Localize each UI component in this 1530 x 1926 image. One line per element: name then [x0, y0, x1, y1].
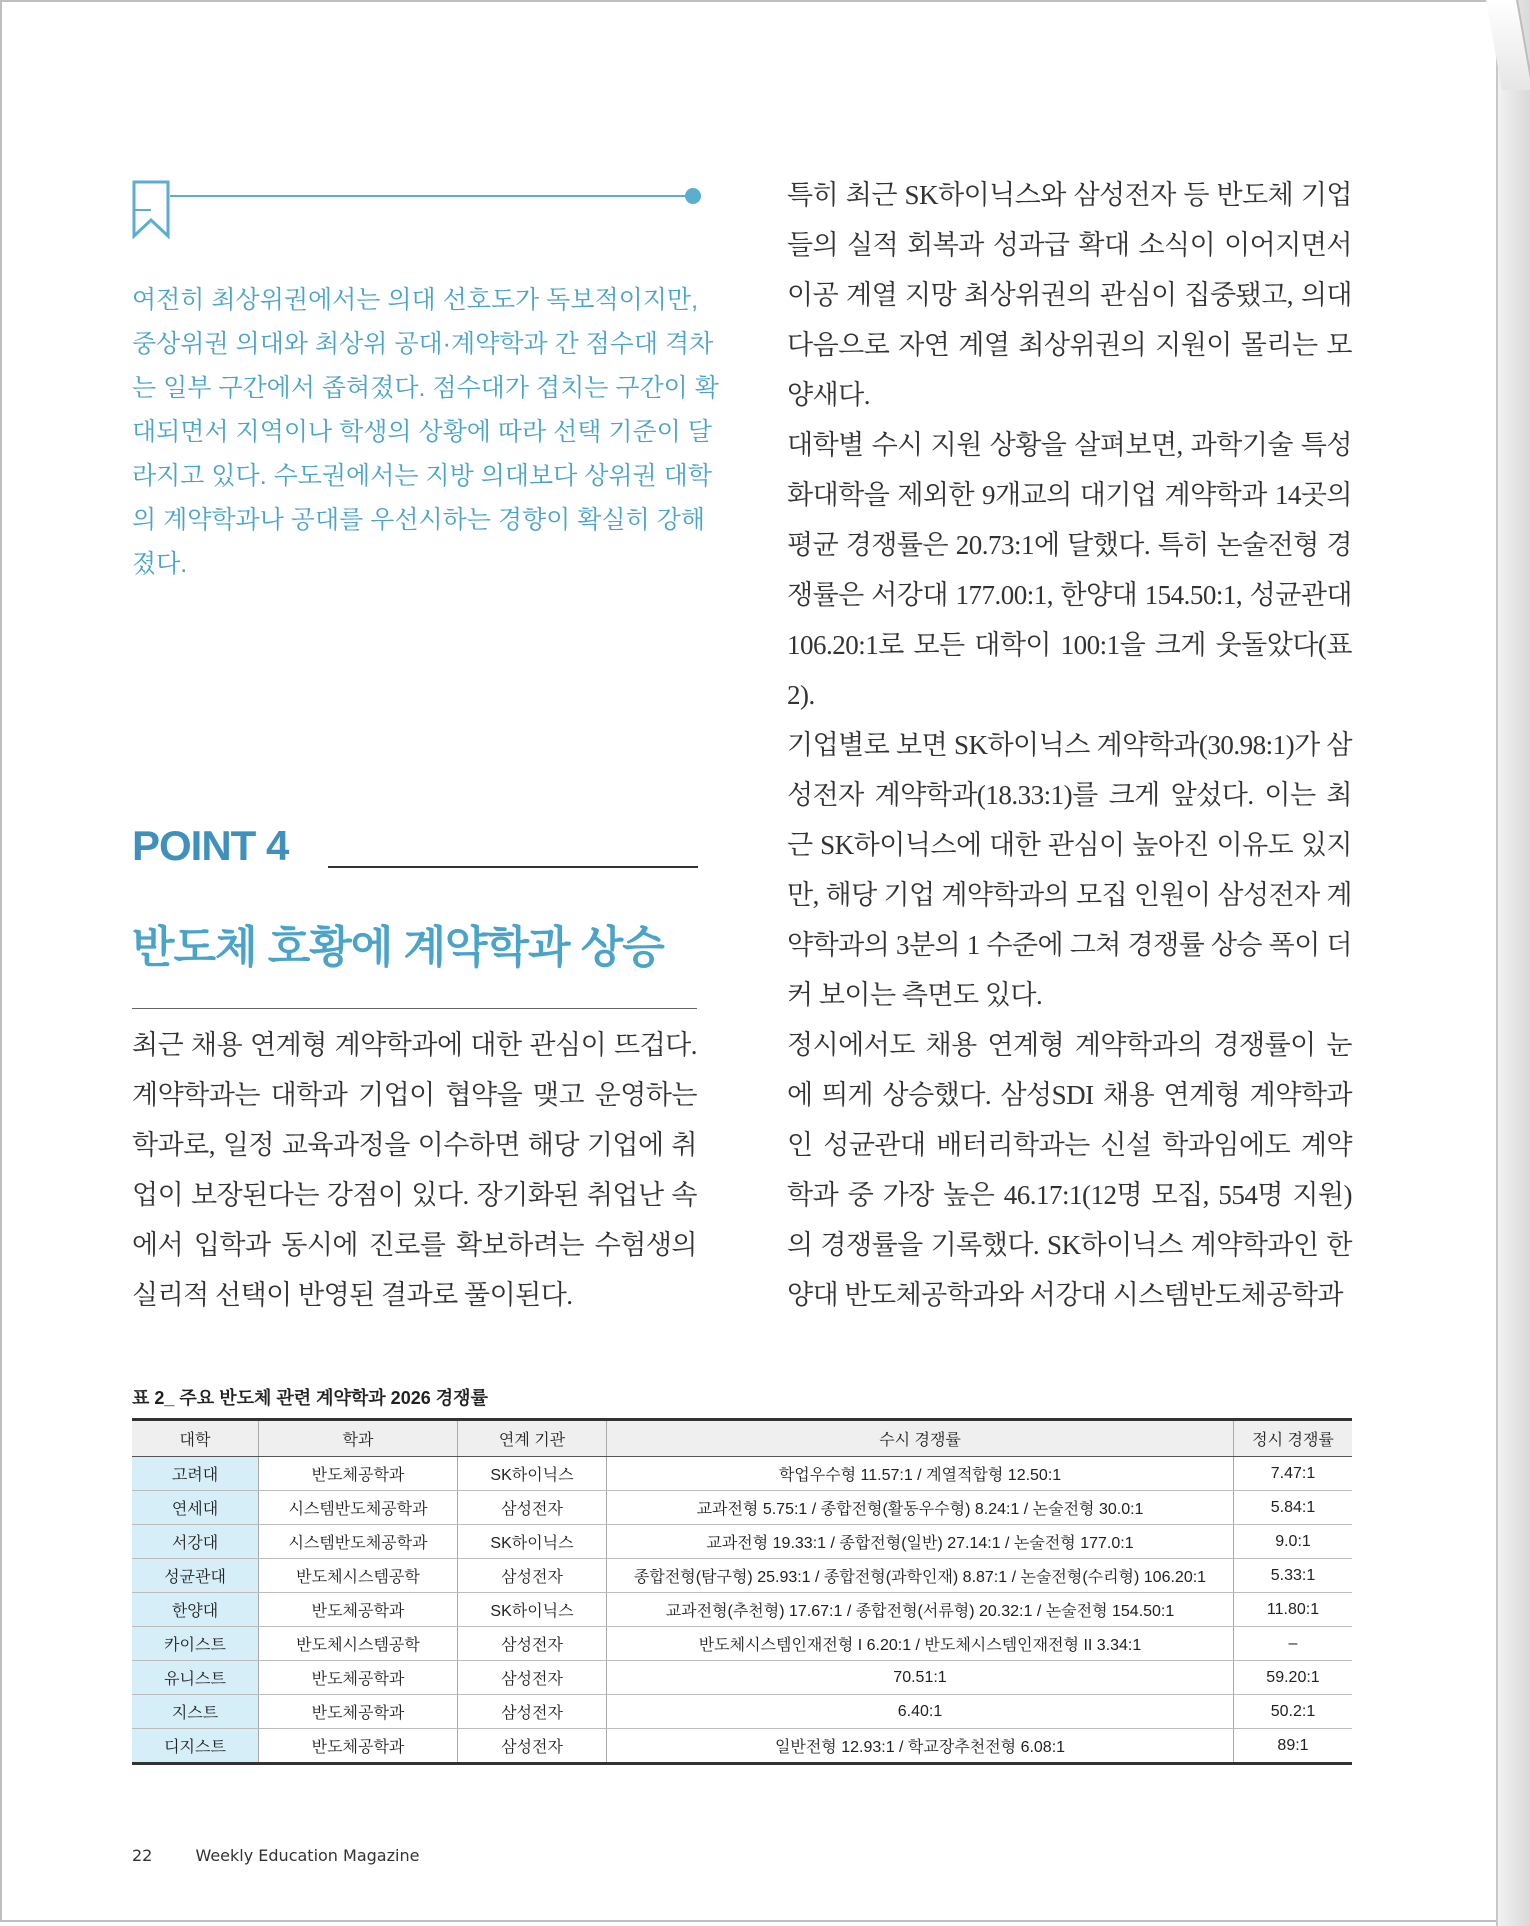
bookmark-decoration	[132, 180, 707, 240]
cell-jeongsi-rate: 9.0:1	[1234, 1525, 1353, 1559]
cell-susi-rate: 교과전형(추천형) 17.67:1 / 종합전형(서류형) 20.32:1 / 논술전형 154.50:1	[607, 1593, 1234, 1627]
cell-university: 디지스트	[132, 1729, 259, 1764]
right-body-paragraph-3: 기업별로 보면 SK하이닉스 계약학과(30.98:1)가 삼성전자 계약학과(18.33:1)를 크게 앞섰다. 이는 최근 SK하이닉스에 대한 관심이 높아진 이유도 있지만, 해당 기업 계약학과의 모집 인원이 삼성전자 계약학과의 3분의 1 수준에 그쳐 경쟁률 상승 폭이 더 커 보이는 측면도 있다.	[787, 730, 1352, 1010]
competition-table-section	[132, 1384, 1352, 1765]
cell-partner: 삼성전자	[458, 1559, 607, 1593]
left-body-paragraph: 최근 채용 연계형 계약학과에 대한 관심이 뜨겁다. 계약학과는 대학과 기업이 협약을 맺고 운영하는 학과로, 일정 교육과정을 이수하면 해당 기업에 취업이 보장된다는 강점이 있다. 장기화된 취업난 속에서 입학과 동시에 진로를 확보하려는 수험생의 실리적 선택이 반영된 결과로 풀이된다.	[132, 1030, 697, 1310]
table-header-row	[132, 1420, 1352, 1457]
left-column-body	[132, 1020, 697, 1320]
cell-university: 지스트	[132, 1695, 259, 1729]
table-row	[132, 1695, 1352, 1729]
table-caption: 표 2_ 주요 반도체 관련 계약학과 2026 경쟁률	[132, 1388, 488, 1408]
header-susi-rate: 수시 경쟁률	[607, 1420, 1234, 1457]
cell-department: 시스템반도체공학과	[259, 1491, 458, 1525]
right-column-body	[787, 170, 1352, 1320]
page-number: 22	[132, 1846, 153, 1865]
cell-department: 반도체공학과	[259, 1695, 458, 1729]
table-row	[132, 1593, 1352, 1627]
cell-university: 고려대	[132, 1457, 259, 1491]
header-jeongsi-rate: 정시 경쟁률	[1234, 1420, 1353, 1457]
cell-jeongsi-rate: 50.2:1	[1234, 1695, 1353, 1729]
cell-susi-rate: 종합전형(탐구형) 25.93:1 / 종합전형(과학인재) 8.87:1 / 논술전형(수리형) 106.20:1	[607, 1559, 1234, 1593]
table-row	[132, 1729, 1352, 1764]
cell-partner: 삼성전자	[458, 1661, 607, 1695]
table-row	[132, 1525, 1352, 1559]
cell-department: 시스템반도체공학과	[259, 1525, 458, 1559]
cell-jeongsi-rate: 59.20:1	[1234, 1661, 1353, 1695]
cell-jeongsi-rate: 89:1	[1234, 1729, 1353, 1764]
cell-susi-rate: 일반전형 12.93:1 / 학교장추천전형 6.08:1	[607, 1729, 1234, 1764]
cell-university: 서강대	[132, 1525, 259, 1559]
table-row	[132, 1559, 1352, 1593]
cell-department: 반도체공학과	[259, 1729, 458, 1764]
bookmark-dot	[685, 188, 701, 204]
cell-department: 반도체공학과	[259, 1661, 458, 1695]
cell-jeongsi-rate: 5.33:1	[1234, 1559, 1353, 1593]
right-body-paragraph-1: 특히 최근 SK하이닉스와 삼성전자 등 반도체 기업들의 실적 회복과 성과급 확대 소식이 이어지면서 이공 계열 지망 최상위권의 관심이 집중됐고, 의대 다음으로 자연 계열 최상위권의 지원이 몰리는 모양새다.	[787, 180, 1352, 410]
cell-partner: SK하이닉스	[458, 1525, 607, 1559]
pull-quote	[132, 278, 722, 586]
cell-susi-rate: 70.51:1	[607, 1661, 1234, 1695]
table-row	[132, 1627, 1352, 1661]
cell-susi-rate: 반도체시스템인재전형 I 6.20:1 / 반도체시스템인재전형 II 3.34:1	[607, 1627, 1234, 1661]
magazine-name: Weekly Education Magazine	[195, 1846, 420, 1865]
cell-department: 반도체공학과	[259, 1457, 458, 1491]
cell-university: 성균관대	[132, 1559, 259, 1593]
cell-department: 반도체공학과	[259, 1593, 458, 1627]
page-fold	[1496, 0, 1530, 1926]
right-body-paragraph-2: 대학별 수시 지원 상황을 살펴보면, 과학기술 특성화대학을 제외한 9개교의 대기업 계약학과 14곳의 평균 경쟁률은 20.73:1에 달했다. 특히 논술전형 경쟁률은 서강대 177.00:1, 한양대 154.50:1, 성균관대 106.20:1로 모든 대학이 100:1을 크게 웃돌았다(표 2).	[787, 430, 1352, 710]
pull-quote-text: 여전히 최상위권에서는 의대 선호도가 독보적이지만, 중상위권 의대와 최상위 공대·계약학과 간 점수대 격차는 일부 구간에서 좁혀졌다. 점수대가 겹치는 구간이 확대되면서 지역이나 학생의 상황에 따라 선택 기준이 달라지고 있다. 수도권에서는 지방 의대보다 상위권 대학의 계약학과나 공대를 우선시하는 경향이 확실히 강해졌다.	[132, 286, 719, 578]
point-label: POINT 4	[132, 822, 289, 869]
cell-partner: SK하이닉스	[458, 1457, 607, 1491]
cell-university: 유니스트	[132, 1661, 259, 1695]
cell-university: 한양대	[132, 1593, 259, 1627]
cell-jeongsi-rate: –	[1234, 1627, 1353, 1661]
cell-jeongsi-rate: 11.80:1	[1234, 1593, 1353, 1627]
cell-jeongsi-rate: 7.47:1	[1234, 1457, 1353, 1491]
cell-susi-rate: 교과전형 5.75:1 / 종합전형(활동우수형) 8.24:1 / 논술전형 30.0:1	[607, 1491, 1234, 1525]
cell-partner: 삼성전자	[458, 1627, 607, 1661]
section-title: 반도체 호황에 계약학과 상승	[132, 923, 664, 972]
title-rule	[132, 1008, 697, 1009]
cell-partner: SK하이닉스	[458, 1593, 607, 1627]
header-university: 대학	[132, 1420, 259, 1457]
header-department: 학과	[259, 1420, 458, 1457]
cell-department: 반도체시스템공학	[259, 1559, 458, 1593]
point-heading	[132, 822, 697, 882]
table-row	[132, 1661, 1352, 1695]
cell-jeongsi-rate: 5.84:1	[1234, 1491, 1353, 1525]
header-partner: 연계 기관	[458, 1420, 607, 1457]
bookmark-icon	[132, 180, 172, 240]
page-footer	[132, 1846, 419, 1865]
cell-university: 연세대	[132, 1491, 259, 1525]
point-rule	[328, 866, 698, 868]
cell-susi-rate: 교과전형 19.33:1 / 종합전형(일반) 27.14:1 / 논술전형 177.0:1	[607, 1525, 1234, 1559]
right-body-paragraph-4: 정시에서도 채용 연계형 계약학과의 경쟁률이 눈에 띄게 상승했다. 삼성SDI 채용 연계형 계약학과인 성균관대 배터리학과는 신설 학과임에도 계약학과 중 가장 높은 46.17:1(12명 모집, 554명 지원)의 경쟁률을 기록했다. SK하이닉스 계약학과인 한양대 반도체공학과와 서강대 시스템반도체공학과	[787, 1030, 1352, 1310]
cell-partner: 삼성전자	[458, 1491, 607, 1525]
cell-partner: 삼성전자	[458, 1729, 607, 1764]
cell-susi-rate: 6.40:1	[607, 1695, 1234, 1729]
cell-department: 반도체시스템공학	[259, 1627, 458, 1661]
competition-table	[132, 1418, 1352, 1765]
cell-partner: 삼성전자	[458, 1695, 607, 1729]
table-row	[132, 1491, 1352, 1525]
table-row	[132, 1457, 1352, 1491]
bookmark-line	[170, 195, 698, 197]
cell-susi-rate: 학업우수형 11.57:1 / 계열적합형 12.50:1	[607, 1457, 1234, 1491]
cell-university: 카이스트	[132, 1627, 259, 1661]
